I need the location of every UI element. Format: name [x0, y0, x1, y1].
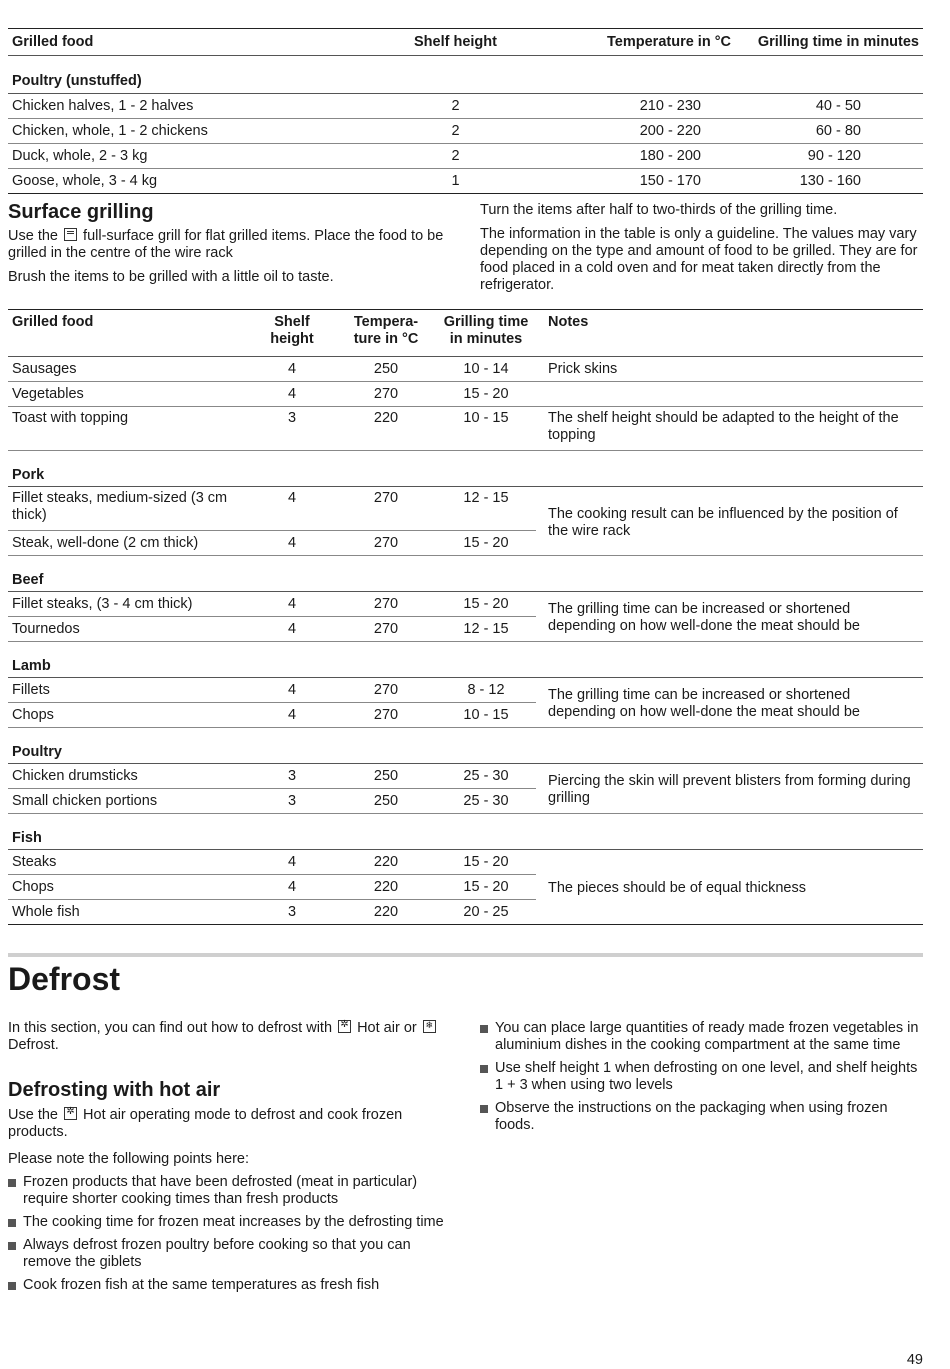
section-heading: Surface grilling [8, 201, 154, 223]
cell-shelf: 3 [248, 764, 336, 789]
cell-temp: 220 [336, 875, 436, 900]
cell-note: Prick skins [536, 357, 923, 382]
col-header-food: Grilled food [8, 310, 248, 357]
group-label: Pork [8, 451, 923, 487]
bullet-square-icon [8, 1179, 16, 1187]
cell-note: The pieces should be of equal thickness [548, 880, 806, 896]
list-item [8, 1237, 453, 1271]
bullet-square-icon [8, 1219, 16, 1227]
sub-heading: Defrosting with hot air [8, 1079, 221, 1101]
cell-food: Sausages [8, 357, 248, 382]
cell-time: 15 - 20 [436, 850, 536, 875]
cell-food: Tournedos [8, 617, 248, 642]
defrost-icon [423, 1020, 436, 1033]
cell-shelf: 1 [451, 172, 460, 189]
group-label: Fish [8, 814, 923, 850]
cell-shelf: 2 [353, 119, 558, 144]
bullet-text: The cooking time for frozen meat increases by the defrosting time [23, 1214, 444, 1230]
cell-shelf: 2 [353, 144, 558, 169]
cell-food: Chicken drumsticks [8, 764, 248, 789]
defrost-left-column [8, 1020, 453, 1300]
cell-temp: 270 [336, 617, 436, 642]
cell-time: 10 - 14 [436, 357, 536, 382]
cell-shelf: 4 [248, 850, 336, 875]
surface-grilling-left [8, 200, 448, 286]
cell-food: Duck, whole, 2 - 3 kg [8, 144, 353, 169]
cell-time: 15 - 20 [436, 592, 536, 617]
grill-icon [64, 228, 77, 241]
col-header-shelf: Shelf height [353, 29, 558, 56]
cell-shelf: 2 [353, 94, 558, 119]
table-row [8, 487, 923, 531]
list-item [480, 1020, 922, 1054]
cell-shelf: 4 [248, 382, 336, 407]
cell-temp: 270 [336, 592, 436, 617]
cell-time: 40 - 50 [743, 94, 923, 119]
bullet-text: Observe the instructions on the packaging when using frozen foods. [495, 1100, 888, 1133]
col-header-time: Grilling time in minutes [436, 310, 536, 357]
table-row [8, 850, 923, 875]
bullet-text: You can place large quantities of ready made frozen vegetables in aluminium dishes in the cooking compartment at the same time [495, 1020, 919, 1053]
cell-temp: 180 - 200 [558, 144, 743, 169]
cell-shelf: 4 [248, 592, 336, 617]
cell-note [536, 382, 923, 407]
list-item [8, 1214, 453, 1231]
text: Defrost. [8, 1037, 59, 1053]
cell-time: 25 - 30 [436, 764, 536, 789]
bullet-text: Always defrost frozen poultry before cooking so that you can remove the giblets [23, 1237, 411, 1270]
surface-paragraph-2: Brush the items to be grilled with a little oil to taste. [8, 269, 334, 285]
text: Use the [8, 228, 58, 244]
cell-food: Steaks [8, 850, 248, 875]
table-row [8, 592, 923, 617]
defrost-right-column [480, 1020, 922, 1140]
cell-shelf: 3 [287, 903, 297, 920]
bullet-square-icon [480, 1025, 488, 1033]
cell-temp: 270 [336, 487, 436, 531]
bullet-square-icon [8, 1282, 16, 1290]
text: In this section, you can find out how to defrost with [8, 1020, 333, 1036]
surface-paragraph-4: The information in the table is only a guideline. The values may vary depending on the type and amount of food to be grilled. They are for food placed in a cold oven and for meat taken directly from the refrigerator. [480, 226, 918, 293]
poultry-grilling-table [8, 28, 923, 194]
cell-temp: 210 - 230 [558, 94, 743, 119]
cell-temp: 270 [336, 678, 436, 703]
table-row [8, 119, 923, 144]
text: full-surface grill for flat grilled items. Place the food to be grilled in the centre of the wire rack [8, 228, 444, 261]
table-row [8, 94, 923, 119]
group-label: Lamb [8, 642, 923, 678]
text: Use the [8, 1107, 58, 1123]
cell-food: Steak, well-done (2 cm thick) [8, 531, 248, 556]
col-header-temp: Tempera- ture in °C [336, 310, 436, 357]
bullet-square-icon [480, 1105, 488, 1113]
bullet-square-icon [8, 1242, 16, 1250]
cell-time: 60 - 80 [743, 119, 923, 144]
hot-air-icon [338, 1020, 351, 1033]
cell-food: Chops [8, 875, 248, 900]
group-row-beef [8, 556, 923, 592]
table-row [8, 407, 923, 451]
cell-food: Small chicken portions [8, 789, 248, 814]
section-divider [8, 953, 923, 957]
cell-time: 10 - 15 [436, 703, 536, 728]
text: Hot air operating mode to defrost and cook frozen products. [8, 1107, 403, 1140]
surface-paragraph-3: Turn the items after half to two-thirds of the grilling time. [480, 202, 838, 218]
cell-temp: 220 [373, 903, 399, 920]
bullet-square-icon [480, 1065, 488, 1073]
cell-shelf: 3 [248, 789, 336, 814]
group-label: Beef [8, 556, 923, 592]
cell-temp: 200 - 220 [558, 119, 743, 144]
cell-time: 15 - 20 [436, 531, 536, 556]
table-header [8, 310, 923, 357]
col-header-shelf: Shelf height [248, 310, 336, 357]
list-item [480, 1100, 922, 1134]
cell-food: Fillets [8, 678, 248, 703]
cell-shelf: 4 [248, 531, 336, 556]
cell-temp: 220 [336, 407, 436, 451]
cell-time: 20 - 25 [463, 903, 509, 920]
cell-note: The cooking result can be influenced by the position of the wire rack [536, 487, 923, 556]
group-row-lamb [8, 642, 923, 678]
surface-grilling-right [480, 202, 922, 294]
cell-food: Toast with topping [8, 407, 248, 451]
cell-food: Fillet steaks, medium-sized (3 cm thick) [8, 487, 248, 531]
cell-time: 25 - 30 [436, 789, 536, 814]
defrost-paragraph-2: Please note the following points here: [8, 1151, 250, 1167]
cell-food: Fillet steaks, (3 - 4 cm thick) [8, 592, 248, 617]
cell-food: Chicken halves, 1 - 2 halves [8, 94, 353, 119]
cell-food: Goose, whole, 3 - 4 kg [12, 172, 158, 189]
cell-food: Vegetables [8, 382, 248, 407]
cell-note: The grilling time can be increased or shortened depending on how well-done the meat should be [536, 678, 923, 728]
cell-temp: 270 [336, 703, 436, 728]
group-label: Poultry [8, 728, 923, 764]
cell-note: The shelf height should be adapted to the height of the topping [536, 407, 923, 451]
cell-shelf: 4 [248, 357, 336, 382]
cell-temp: 150 - 170 [639, 172, 701, 189]
cell-note: Piercing the skin will prevent blisters from forming during grilling [536, 764, 923, 814]
cell-time: 12 - 15 [436, 617, 536, 642]
cell-food: Chicken, whole, 1 - 2 chickens [8, 119, 353, 144]
cell-shelf: 4 [248, 875, 336, 900]
group-label: Poultry (unstuffed) [8, 56, 923, 94]
cell-note: The grilling time can be increased or shortened depending on how well-done the meat should be [536, 592, 923, 642]
cell-shelf: 3 [248, 407, 336, 451]
group-row-fish [8, 814, 923, 850]
cell-time: 10 - 15 [436, 407, 536, 451]
table-row [8, 169, 923, 194]
list-item [8, 1174, 453, 1208]
text: Hot air or [357, 1020, 417, 1036]
bullet-text: Use shelf height 1 when defrosting on one level, and shelf heights 1 + 3 when using two levels [495, 1060, 918, 1093]
cell-temp: 270 [336, 382, 436, 407]
hot-air-icon [64, 1107, 77, 1120]
cell-food: Whole fish [12, 903, 80, 920]
cell-temp: 250 [336, 789, 436, 814]
cell-temp: 270 [336, 531, 436, 556]
cell-temp: 250 [336, 764, 436, 789]
bullet-text: Frozen products that have been defrosted (meat in particular) require shorter cooking times than fresh products [23, 1174, 418, 1207]
cell-shelf: 4 [248, 487, 336, 531]
cell-time: 12 - 15 [436, 487, 536, 531]
table-row [8, 357, 923, 382]
cell-time: 130 - 160 [799, 172, 861, 189]
page-number: 49 [906, 1352, 923, 1368]
table-header [8, 29, 923, 56]
surface-grilling-table [8, 309, 923, 925]
page-title: Defrost [8, 961, 121, 997]
defrost-paragraph-1 [8, 1107, 453, 1141]
cell-temp: 250 [336, 357, 436, 382]
group-row-pork [8, 451, 923, 487]
col-header-time: Grilling time in minutes [743, 29, 923, 56]
defrost-intro [8, 1020, 453, 1054]
cell-temp: 220 [336, 850, 436, 875]
table-row [8, 678, 923, 703]
group-row [8, 56, 923, 94]
cell-food: Chops [8, 703, 248, 728]
surface-paragraph-1 [8, 228, 448, 262]
group-row-poultry [8, 728, 923, 764]
cell-time: 8 - 12 [436, 678, 536, 703]
list-item [8, 1277, 453, 1294]
cell-time: 15 - 20 [436, 875, 536, 900]
bullet-text: Cook frozen fish at the same temperatures as fresh fish [23, 1277, 380, 1293]
table-row [8, 382, 923, 407]
table-row [8, 764, 923, 789]
cell-time: 90 - 120 [743, 144, 923, 169]
col-header-notes: Notes [536, 310, 923, 357]
col-header-temp: Temperature in °C [558, 29, 743, 56]
list-item [480, 1060, 922, 1094]
col-header-food: Grilled food [8, 29, 353, 56]
table-row [8, 144, 923, 169]
cell-shelf: 4 [248, 703, 336, 728]
cell-shelf: 4 [248, 617, 336, 642]
cell-shelf: 4 [248, 678, 336, 703]
cell-time: 15 - 20 [436, 382, 536, 407]
